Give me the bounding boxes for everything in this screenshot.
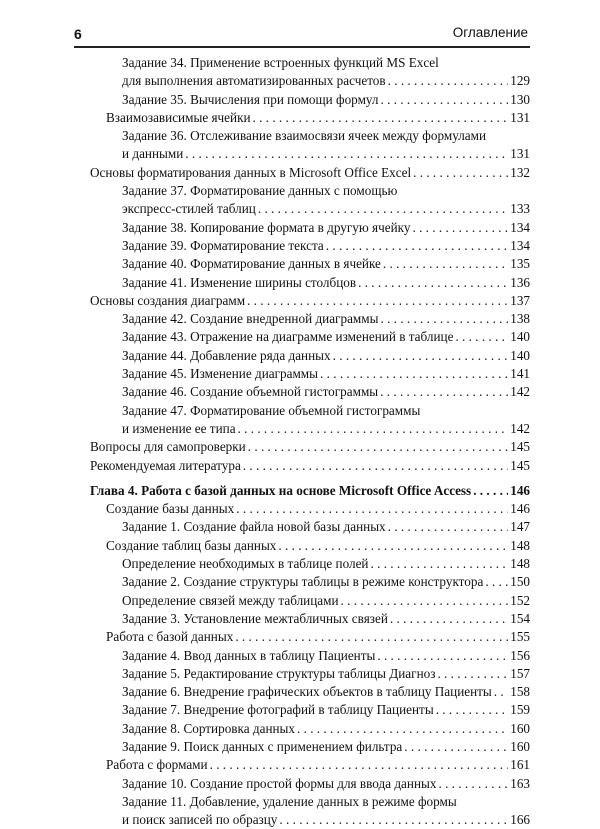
toc-page-number: 147 — [510, 519, 530, 535]
toc-entry-title: Основы форматирования данных в Microsoft Office Excel — [90, 164, 412, 180]
toc-entry-title[interactable]: Задание 34. Применение встроенных функций MS Excel — [122, 55, 439, 70]
toc-page-number: 146 — [510, 482, 530, 498]
dot-leader — [210, 756, 509, 774]
toc-entry-title: Определение необходимых в таблице полей — [122, 556, 369, 572]
toc-page-number: 145 — [510, 457, 530, 473]
toc-entry[interactable] — [82, 720, 530, 738]
toc-page-number: 136 — [510, 274, 530, 290]
toc-entry[interactable] — [82, 518, 530, 536]
dot-leader — [185, 145, 508, 163]
dot-leader — [404, 738, 508, 756]
toc-entry-title: Работа с формами — [106, 757, 208, 773]
dot-leader — [383, 255, 508, 273]
dot-leader — [380, 310, 508, 328]
dot-leader — [377, 647, 508, 665]
toc-entry-title: Задание 2. Создание структуры таблицы в режиме конструктора — [122, 574, 484, 590]
toc-entry[interactable] — [82, 328, 530, 346]
dot-leader — [494, 683, 508, 701]
toc-entry[interactable] — [82, 274, 530, 292]
toc-page-number: 154 — [510, 610, 530, 626]
page-number: 6 — [74, 26, 82, 42]
toc-entry[interactable] — [82, 292, 530, 310]
toc-entry[interactable] — [82, 738, 530, 756]
dot-leader — [390, 610, 508, 628]
toc-page-number: 130 — [510, 91, 530, 107]
dot-leader — [388, 72, 509, 90]
toc-entry-title: Задание 9. Поиск данных с применением фильтра — [122, 738, 403, 754]
toc-page-number: 140 — [510, 329, 530, 345]
toc-page-number: 148 — [510, 537, 530, 553]
dot-leader — [247, 292, 508, 310]
toc-entry-title: Рекомендуемая литература — [90, 457, 241, 473]
toc-entry-title: Задание 46. Создание объемной гистограммы — [122, 384, 379, 400]
toc-entry-title: Задание 43. Отражение на диаграмме изменений в таблице — [122, 329, 454, 345]
toc-page-number: 159 — [510, 702, 530, 718]
toc-entry-title: Задание 45. Изменение диаграммы — [122, 366, 319, 382]
toc-entry-title: Определение связей между таблицами — [122, 592, 339, 608]
dot-leader — [279, 811, 508, 829]
toc-entry[interactable] — [82, 255, 530, 273]
toc-entry[interactable] — [82, 310, 530, 328]
toc-entry-title: Задание 39. Форматирование текста — [122, 237, 324, 253]
dot-leader — [412, 219, 508, 237]
toc-entry-title: Задание 1. Создание файла новой базы данных — [122, 519, 386, 535]
dot-leader — [238, 420, 509, 438]
dot-leader — [341, 592, 509, 610]
toc-entry[interactable] — [82, 610, 530, 628]
dot-leader — [258, 200, 508, 218]
toc-page-number: 132 — [510, 164, 530, 180]
toc-page-number: 134 — [510, 237, 530, 253]
toc-entry-title: Задание 44. Добавление ряда данных — [122, 347, 331, 363]
dot-leader — [485, 573, 508, 591]
toc-page-number: 142 — [510, 384, 530, 400]
toc-entry-title: Создание таблиц базы данных — [106, 537, 277, 553]
toc-page-number: 145 — [510, 439, 530, 455]
toc-page-number: 134 — [510, 219, 530, 235]
toc-entry-title: Работа с базой данных — [106, 629, 234, 645]
toc-entry[interactable] — [82, 537, 530, 555]
toc-entry-title: Задание 42. Создание внедренной диаграммы — [122, 311, 379, 327]
dot-leader — [437, 665, 508, 683]
dot-leader — [320, 365, 508, 383]
table-of-contents — [82, 54, 530, 829]
toc-entry[interactable] — [82, 72, 530, 90]
toc-page-number: 129 — [510, 73, 530, 89]
dot-leader — [358, 274, 508, 292]
toc-entry[interactable] — [82, 555, 530, 573]
toc-entry[interactable] — [82, 365, 530, 383]
running-title: Оглавление — [452, 25, 528, 40]
toc-page-number: 140 — [510, 347, 530, 363]
toc-entry[interactable] — [82, 91, 530, 109]
toc-page-number: 131 — [510, 146, 530, 162]
dot-leader — [436, 701, 509, 719]
toc-page-number: 156 — [510, 647, 530, 663]
dot-leader — [381, 91, 509, 109]
dot-leader — [455, 328, 508, 346]
toc-entry-title[interactable]: Задание 36. Отслеживание взаимосвязи ячеек между формулами — [122, 128, 487, 144]
toc-entry-title-continued: и изменение ее типа — [122, 420, 236, 436]
toc-entry[interactable] — [82, 811, 530, 829]
dot-leader — [243, 457, 508, 475]
toc-page-number: 146 — [510, 501, 530, 517]
toc-entry[interactable] — [82, 438, 530, 456]
toc-entry-title-continued: и данными — [122, 146, 184, 162]
toc-entry[interactable] — [82, 347, 530, 365]
toc-entry[interactable] — [82, 164, 530, 182]
dot-leader — [253, 109, 509, 127]
toc-entry-title: Задание 7. Внедрение фотографий в таблицу Пациенты — [122, 702, 434, 718]
toc-page-number: 148 — [510, 556, 530, 572]
toc-page-number: 158 — [510, 684, 530, 700]
toc-entry[interactable] — [82, 701, 530, 719]
toc-entry[interactable] — [82, 647, 530, 665]
toc-entry-title-continued: экспресс-стилей таблиц — [122, 201, 256, 217]
chapter-gap — [82, 475, 530, 482]
toc-entry-title[interactable]: Задание 37. Форматирование данных с помощью — [122, 183, 398, 199]
toc-entry[interactable] — [82, 383, 530, 401]
toc-page-number: 157 — [510, 665, 530, 681]
dot-leader — [388, 518, 509, 536]
toc-entry-title[interactable]: Задание 47. Форматирование объемной гистограммы — [122, 402, 421, 418]
dot-leader — [326, 237, 508, 255]
toc-entry[interactable] — [82, 237, 530, 255]
dot-leader — [438, 775, 508, 793]
toc-entry-title: Задание 6. Внедрение графических объектов в таблицу Пациенты — [122, 684, 492, 700]
toc-entry[interactable] — [82, 109, 530, 127]
toc-page-number: 138 — [510, 311, 530, 327]
toc-entry-title: Задание 38. Копирование формата в другую ячейку — [122, 219, 411, 235]
toc-entry-title: Задание 41. Изменение ширины столбцов — [122, 274, 357, 290]
toc-entry-title: Вопросы для самопроверки — [90, 439, 246, 455]
toc-entry-title[interactable]: Задание 11. Добавление, удаление данных в режиме формы — [122, 793, 457, 809]
toc-entry-title-continued: и поиск записей по образцу — [122, 812, 278, 828]
toc-entry-title: Задание 35. Вычисления при помощи формул — [122, 91, 379, 107]
dot-leader — [380, 383, 508, 401]
toc-page-number: 131 — [510, 109, 530, 125]
toc-entry[interactable] — [82, 665, 530, 683]
toc-entry-title: Задание 10. Создание простой формы для ввода данных — [122, 775, 437, 791]
toc-entry[interactable] — [82, 200, 530, 218]
toc-page-number: 161 — [510, 757, 530, 773]
dot-leader — [371, 555, 509, 573]
toc-entry-title: Задание 3. Установление межтабличных связей — [122, 610, 388, 626]
toc-entry-title: Создание базы данных — [106, 501, 235, 517]
dot-leader — [297, 720, 508, 738]
toc-entry-title: Взаимозависимые ячейки — [106, 109, 251, 125]
toc-page-number: 133 — [510, 201, 530, 217]
toc-entry[interactable] — [82, 775, 530, 793]
toc-page-number: 166 — [510, 812, 530, 828]
toc-page-number: 160 — [510, 720, 530, 736]
toc-entry-title: Основы создания диаграмм — [90, 292, 246, 308]
dot-leader — [278, 537, 508, 555]
toc-entry[interactable] — [82, 219, 530, 237]
toc-page-number: 137 — [510, 292, 530, 308]
toc-entry-title: Задание 4. Ввод данных в таблицу Пациенты — [122, 647, 376, 663]
toc-entry[interactable] — [82, 573, 530, 591]
dot-leader — [333, 347, 509, 365]
toc-entry[interactable] — [82, 592, 530, 610]
toc-entry[interactable] — [82, 420, 530, 438]
dot-leader — [236, 500, 508, 518]
toc-entry-title: Задание 5. Редактирование структуры таблицы Диагноз — [122, 665, 436, 681]
dot-leader — [413, 164, 508, 182]
toc-page-number: 135 — [510, 256, 530, 272]
running-header — [74, 20, 530, 48]
toc-page-number: 150 — [510, 574, 530, 590]
toc-entry-title: Задание 40. Форматирование данных в ячейке — [122, 256, 381, 272]
toc-page-number: 152 — [510, 592, 530, 608]
toc-entry[interactable] — [82, 482, 530, 500]
toc-page-number: 163 — [510, 775, 530, 791]
toc-entry[interactable] — [82, 500, 530, 518]
toc-entry-title-continued: для выполнения автоматизированных расчетов — [122, 73, 386, 89]
dot-leader — [248, 438, 508, 456]
toc-entry[interactable] — [82, 457, 530, 475]
toc-entry[interactable] — [82, 145, 530, 163]
toc-entry[interactable] — [82, 756, 530, 774]
toc-page-number: 142 — [510, 420, 530, 436]
toc-entry[interactable] — [82, 683, 530, 701]
toc-entry-title: Задание 8. Сортировка данных — [122, 720, 296, 736]
dot-leader — [473, 482, 508, 500]
dot-leader — [235, 628, 508, 646]
toc-entry[interactable] — [82, 628, 530, 646]
toc-page-number: 141 — [510, 366, 530, 382]
toc-page-number: 155 — [510, 629, 530, 645]
toc-entry-title: Глава 4. Работа с базой данных на основе Microsoft Office Access — [90, 482, 472, 498]
toc-page-number: 160 — [510, 738, 530, 754]
